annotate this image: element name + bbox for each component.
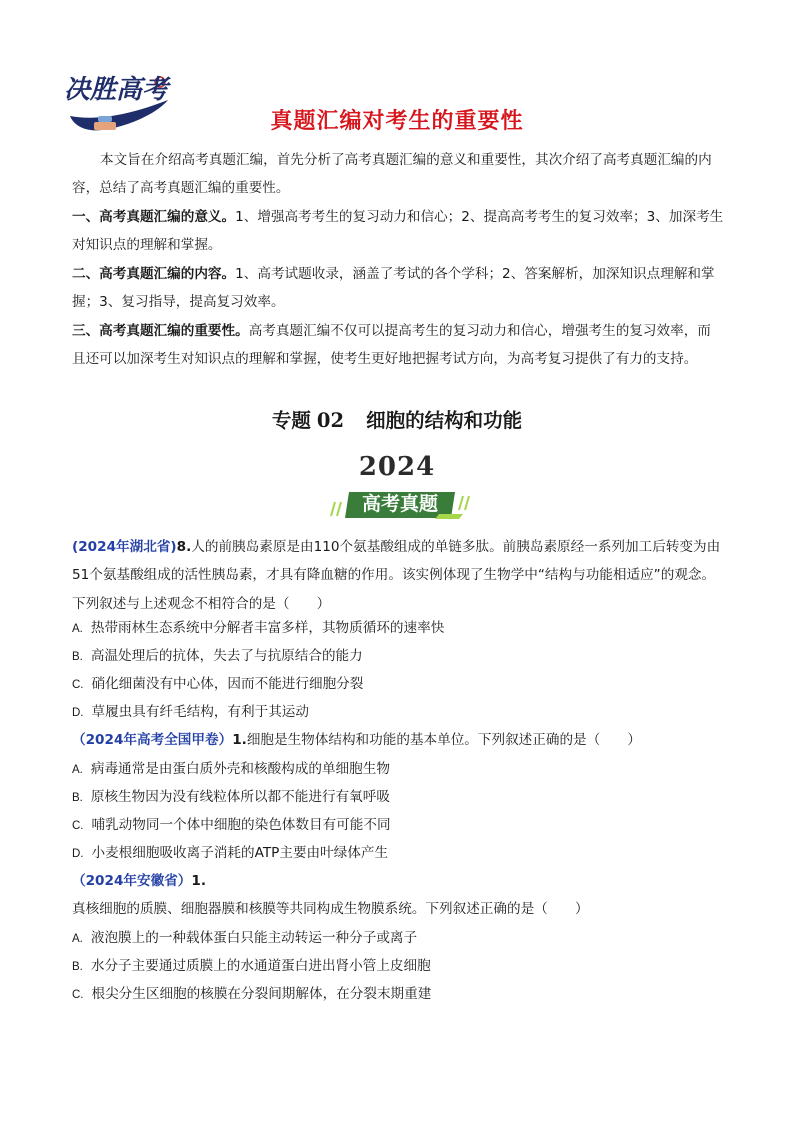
option-letter: A. — [72, 764, 83, 776]
question-2-option-c — [72, 811, 391, 840]
question-3-stem: 真核细胞的质膜、细胞器膜和核膜等共同构成生物膜系统。下列叙述正确的是（ ） — [72, 901, 589, 918]
topic-name: 细胞的结构和功能 — [366, 409, 523, 432]
question-3-option-c — [72, 980, 431, 1009]
document-title: 真题汇编对考生的重要性 — [270, 109, 524, 134]
option-text: 小麦根细胞吸收离子消耗的ATP主要由叶绿体产生 — [91, 845, 389, 861]
logo-text: 决胜高考 — [64, 75, 169, 105]
question-1-stem: 人的前胰岛素原是由110个氨基酸组成的单链多肽。前胰岛素原经一系列加工后转变为由51个氨基酸组成的活性胰岛素，才具有降血糖的作用。该实例体现了生物学中“结构与功能相适应”的观念。下列叙述与上述观念不相符合的是（ ） — [72, 539, 721, 612]
section-2-body: 1、高考试题收录，涵盖了考试的各个学科；2、答案解析，加深知识点理解和掌握；3、复习指导，提高复习效率。 — [72, 266, 715, 311]
section-2 — [72, 260, 724, 317]
question-1 — [72, 533, 722, 618]
option-text: 原核生物因为没有线粒体所以都不能进行有氧呼吸 — [90, 789, 390, 805]
section-1 — [72, 203, 724, 260]
option-letter: D. — [72, 707, 84, 719]
option-text: 哺乳动物同一个体中细胞的染色体数目有可能不同 — [91, 817, 391, 833]
section-3-body: 高考真题汇编不仅可以提高考生的复习动力和信心，增强考生的复习效率，而且还可以加深考生对知识点的理解和掌握，使考生更好地把握考试方向，为高考复习提供了有力的支持。 — [72, 323, 711, 368]
banner-label: 高考真题 — [361, 493, 438, 515]
topic-prefix: 专题 — [271, 409, 311, 432]
question-2 — [72, 726, 722, 754]
section-1-head: 一、高考真题汇编的意义。 — [72, 209, 236, 225]
option-text: 病毒通常是由蛋白质外壳和核酸构成的单细胞生物 — [90, 761, 390, 777]
section-3-head: 三、高考真题汇编的重要性。 — [72, 323, 249, 339]
question-1-option-d — [72, 698, 309, 727]
question-3 — [72, 867, 722, 924]
topic-heading — [0, 405, 794, 433]
year-heading: 2024 — [358, 452, 436, 482]
option-text: 草履虫具有纤毛结构，有利于其运动 — [91, 704, 309, 720]
option-letter: B. — [72, 651, 83, 663]
option-text: 高温处理后的抗体，失去了与抗原结合的能力 — [90, 648, 363, 664]
option-text: 根尖分生区细胞的核膜在分裂间期解体，在分裂末期重建 — [91, 986, 432, 1002]
question-1-option-c — [72, 670, 363, 699]
option-letter: A. — [72, 933, 83, 945]
option-letter: B. — [72, 961, 83, 973]
question-3-option-a — [72, 924, 417, 953]
section-1-body: 1、增强高考考生的复习动力和信心；2、提高高考考生的复习效率；3、加深考生对知识点的理解和掌握。 — [72, 209, 724, 254]
option-letter: C. — [72, 679, 84, 691]
question-3-number: 1. — [191, 873, 207, 889]
option-text: 液泡膜上的一种载体蛋白只能主动转运一种分子或离子 — [90, 930, 418, 946]
question-2-option-b — [72, 783, 390, 812]
question-3-option-b — [72, 952, 431, 981]
option-letter: B. — [72, 792, 83, 804]
option-letter: C. — [72, 989, 84, 1001]
question-2-stem: 细胞是生物体结构和功能的基本单位。下列叙述正确的是（ ） — [246, 732, 642, 748]
question-1-source: (2024年湖北省) — [72, 539, 177, 555]
question-1-option-a — [72, 614, 444, 643]
topic-number: 02 — [316, 409, 345, 432]
intro-paragraph: 本文旨在介绍高考真题汇编，首先分析了高考真题汇编的意义和重要性，其次介绍了高考真题汇编的内容，总结了高考真题汇编的重要性。 — [72, 152, 712, 197]
question-1-number: 8. — [176, 539, 192, 555]
option-letter: A. — [72, 623, 83, 635]
option-letter: C. — [72, 820, 84, 832]
option-letter: D. — [72, 848, 84, 860]
question-2-number: 1. — [232, 732, 247, 748]
option-text: 热带雨林生态系统中分解者丰富多样，其物质循环的速率快 — [90, 620, 445, 636]
option-text: 硝化细菌没有中心体，因而不能进行细胞分裂 — [91, 676, 364, 692]
question-2-option-d — [72, 839, 388, 868]
question-3-source: （2024年安徽省） — [72, 873, 192, 889]
question-2-option-a — [72, 755, 390, 784]
question-2-source: （2024年高考全国甲卷） — [72, 732, 233, 748]
section-3 — [72, 317, 724, 374]
option-text: 水分子主要通过质膜上的水通道蛋白进出肾小管上皮细胞 — [90, 958, 431, 974]
question-1-option-b — [72, 642, 363, 671]
section-2-head: 二、高考真题汇编的内容。 — [72, 266, 236, 282]
